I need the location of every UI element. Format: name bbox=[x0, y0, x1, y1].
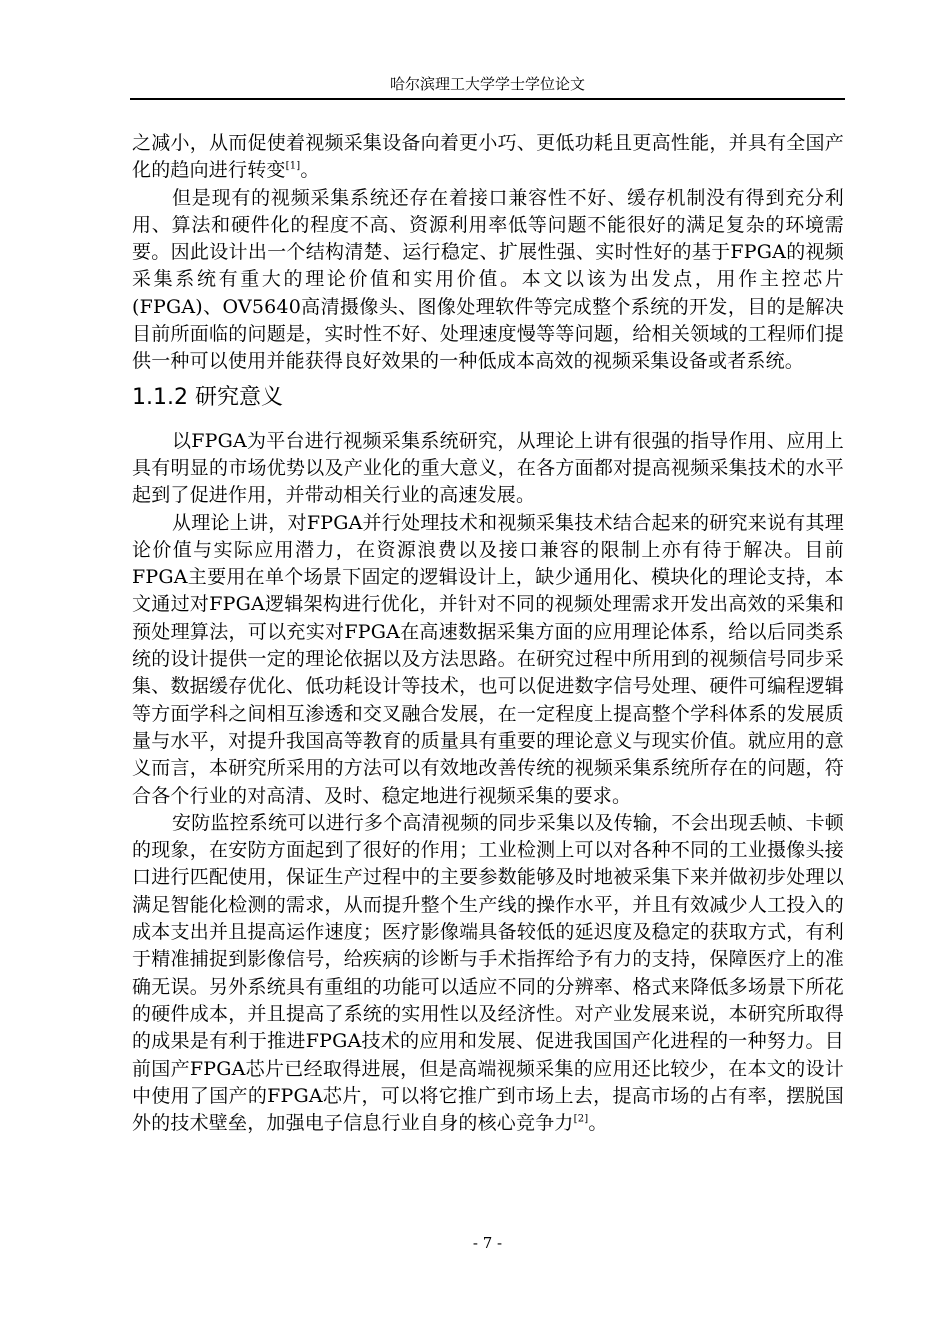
paragraph-application-end: 。 bbox=[588, 1112, 608, 1135]
page-number: - 7 - bbox=[472, 1234, 503, 1252]
citation-ref-2[interactable]: [2] bbox=[573, 1113, 589, 1125]
paragraph-current-issues: 但是现有的视频采集系统还存在着接口兼容性不好、缓存机制没有得到充分利用、算法和硬件化的程度不高、资源利用率低等问题不能很好的满足复杂的环境需要。因此设计出一个结构清楚、运行稳定、扩展性强、实时性好的基于FPGA的视频采集系统有重大的理论价值和实用价值。本文以该为出发点，用作主控芯片(FPGA)、OV5640高清摄像头、图像处理软件等完成整个系统的开发，目的是解决目前所面临的问题是，实时性不好、处理速度慢等等问题，给相关领域的工程师们提供一种可以使用并能获得良好效果的一种低成本高效的视频采集设备或者系统。 bbox=[132, 186, 844, 373]
paragraph-continued-end: 。 bbox=[300, 159, 320, 182]
paragraph-theory: 从理论上讲，对FPGA并行处理技术和视频采集技术结合起来的研究来说有其理论价值与实际应用潜力，在资源浪费以及接口兼容的限制上亦有待于解决。目前FPGA主要用在单个场景下固定的逻辑设计上，缺少通用化、模块化的理论支持，本文通过对FPGA逻辑架构进行优化，并针对不同的视频处理需求开发出高效的采集和预处理算法，可以充实对FPGA在高速数据采集方面的应用理论体系，给以后同类系统的设计提供一定的理论依据以及方法思路。在研究过程中所用到的视频信号同步采集、数据缓存优化、低功耗设计等技术，也可以促进数字信号处理、硬件可编程逻辑等方面学科之间相互渗透和交叉融合发展，在一定程度上提高整个学科体系的发展质量与水平，对提升我国高等教育的质量具有重要的理论意义与现实价值。就应用的意义而言，本研究所采用的方法可以有效地改善传统的视频采集系统所存在的问题，符合各个行业的对高清、及时、稳定地进行视频采集的要求。 bbox=[132, 511, 844, 807]
paragraph-application-text: 安防监控系统可以进行多个高清视频的同步采集以及传输，不会出现丢帧、卡顿的现象，在安防方面起到了很好的作用；工业检测上可以对各种不同的工业摄像头接口进行匹配使用，保证生产过程中的主要参数能够及时地被采集下来并做初步处理以满足智能化检测的需求，从而提升整个生产线的操作水平，并且有效减少人工投入的成本支出并且提高运作速度；医疗影像端具备较低的延迟度及稳定的获取方式，有利于精准捕捉到影像信号，给疾病的诊断与手术指挥给予有力的支持，保障医疗上的准确无误。另外系统具有重组的功能可以适应不同的分辨率、格式来降低多场景下所花的硬件成本，并且提高了系统的实用性以及经济性。对产业发展来说，本研究所取得的成果是有利于推进FPGA技术的应用和发展、促进我国国产化进程的一种努力。目前国产FPGA芯片已经取得进展，但是高端视频采集的应用还比较少，在本文的设计中使用了国产的FPGA芯片，可以将它推广到市场上去，提高市场的占有率，摆脱国外的技术壁垒，加强电子信息行业自身的核心竞争力 bbox=[132, 811, 845, 1135]
paragraph-continued-text: 之减小，从而促使着视频采集设备向着更小巧、更低功耗且更高性能，并具有全国产化的趋向进行转变 bbox=[132, 132, 844, 182]
section-heading: 1.1.2 研究意义 bbox=[132, 384, 283, 410]
citation-ref-1[interactable]: [1] bbox=[285, 160, 301, 172]
body-text bbox=[132, 130, 844, 1137]
paragraph-continued bbox=[132, 130, 844, 185]
paragraph-application bbox=[132, 810, 844, 1138]
paragraph-intro: 以FPGA为平台进行视频采集系统研究，从理论上讲有很强的指导作用、应用上具有明显的市场优势以及产业化的重大意义，在各方面都对提高视频采集技术的水平起到了促进作用，并带动相关行业的高速发展。 bbox=[132, 429, 844, 507]
header-rule bbox=[130, 98, 845, 100]
running-header: 哈尔滨理工大学学士学位论文 bbox=[389, 75, 585, 93]
